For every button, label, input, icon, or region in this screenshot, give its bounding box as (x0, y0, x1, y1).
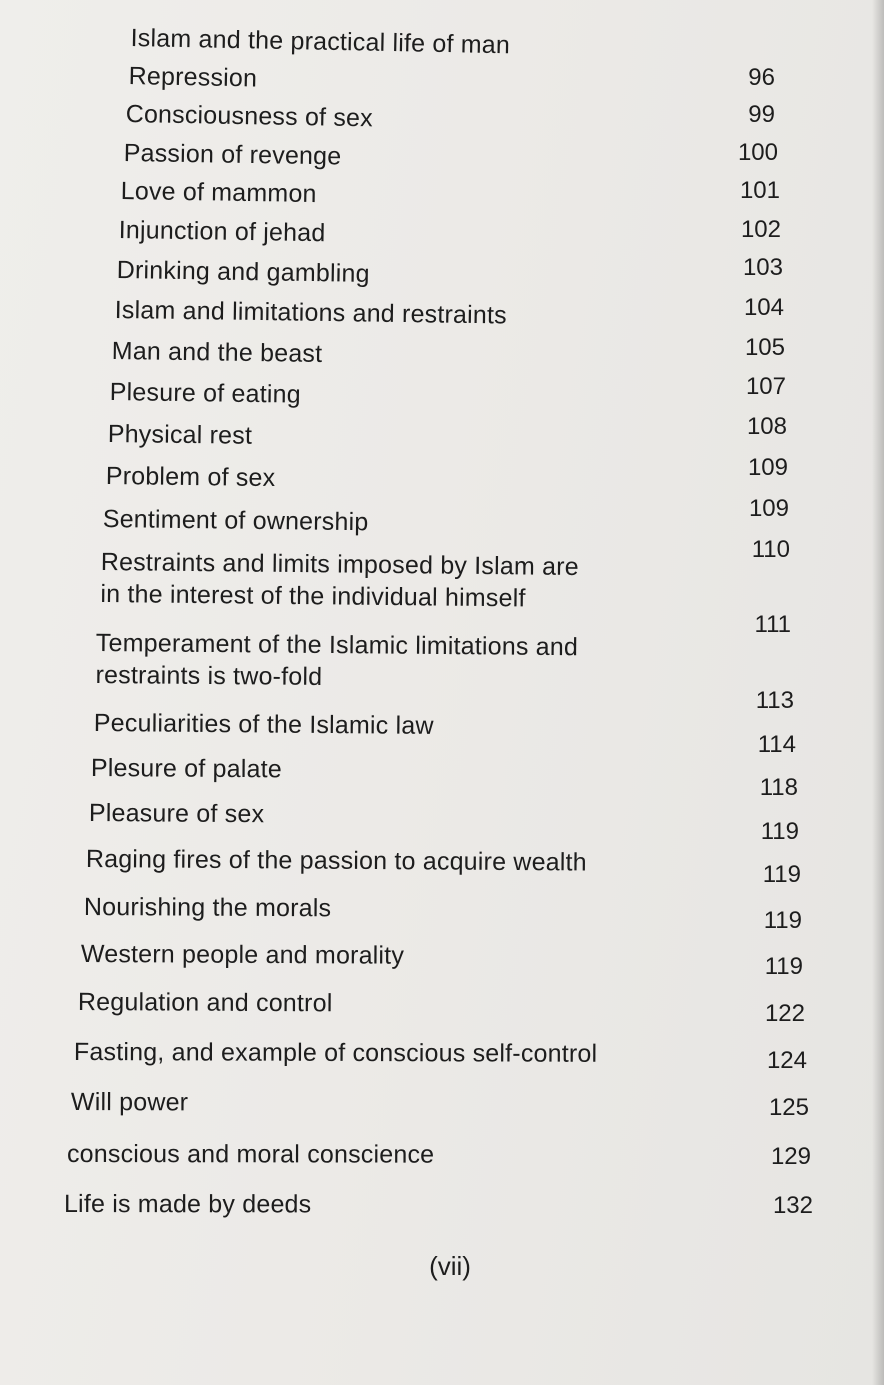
toc-entry-title: Western people and morality (80, 940, 405, 970)
toc-entry-page-number: 114 (757, 731, 796, 758)
toc-entry-page-number: 99 (748, 101, 775, 128)
toc-entry-title: Islam and limitations and restraints (114, 295, 508, 330)
toc-entry-title: Consciousness of sex (125, 99, 374, 133)
toc-entry-title: Drinking and gambling (116, 255, 370, 288)
toc-entry-page-number: 101 (739, 177, 780, 204)
toc-entry-title: Passion of revenge (123, 138, 342, 171)
toc-entry-page-number: 132 (772, 1192, 813, 1219)
toc-entry-title: Raging fires of the passion to acquire wealth (85, 844, 587, 877)
toc-entry-page-number: 108 (746, 413, 787, 440)
toc-entry-title: Islam and the practical life of man (130, 23, 511, 60)
toc-entry-title: Temperament of the Islamic limitations and restraints is two-fold (95, 628, 579, 691)
toc-entry-page-number: 119 (764, 953, 803, 980)
toc-entry-page-number: 122 (764, 1000, 805, 1027)
toc-entry-title: Regulation and control (77, 988, 333, 1018)
toc-entry-page-number: 113 (755, 687, 794, 714)
toc-entry-page-number: 109 (747, 454, 788, 481)
toc-entry-title: conscious and moral conscience (66, 1140, 435, 1169)
toc-entry-page-number: 118 (759, 774, 798, 801)
page-edge-shadow (872, 0, 884, 1385)
toc-entry-page-number: 103 (742, 254, 783, 281)
toc-entry-title: Injunction of jehad (118, 215, 326, 248)
toc-entry-page-number: 111 (754, 611, 791, 638)
toc-entry-title: Fasting, and example of conscious self-control (73, 1038, 598, 1068)
toc-entry-page-number: 119 (762, 861, 801, 888)
toc-entry-title: Will power (70, 1088, 189, 1117)
toc-entry-page-number: 119 (760, 818, 799, 845)
toc-entry-title: Nourishing the morals (83, 893, 332, 923)
toc-entry-title: Life is made by deeds (63, 1190, 312, 1219)
toc-entry-title: Problem of sex (105, 461, 276, 493)
toc-entry-title: Pleasure of sex (88, 798, 265, 829)
toc-entry-title: Love of mammon (120, 176, 317, 209)
toc-entry-page-number: 129 (770, 1143, 811, 1170)
toc-entry-page-number: 96 (748, 64, 775, 91)
toc-entry-page-number: 119 (763, 907, 802, 934)
toc-entry-title: Restraints and limits imposed by Islam are in the interest of the individual himself (100, 547, 579, 613)
toc-entry-page-number: 104 (743, 294, 784, 321)
toc-entry-page-number: 110 (751, 536, 790, 563)
toc-entry-title: Sentiment of ownership (102, 504, 369, 537)
toc-entry-title: Peculiarities of the Islamic law (93, 708, 434, 740)
toc-entry-page-number: 100 (737, 139, 778, 166)
toc-entry-page-number: 124 (766, 1047, 807, 1074)
toc-entry-page-number: 102 (740, 216, 781, 243)
toc-entry-title: Plesure of eating (109, 377, 301, 409)
toc-entry-page-number: 109 (748, 495, 789, 522)
toc-entry-title: Repression (128, 61, 258, 93)
toc-entry-page-number: 105 (744, 334, 785, 361)
page-folio: (vii) (429, 1251, 471, 1281)
toc-entry-title: Plesure of palate (90, 753, 283, 784)
toc-entry-title: Physical rest (107, 419, 253, 450)
toc-entry-page-number: 107 (745, 373, 786, 400)
toc-entry-title: Man and the beast (111, 336, 323, 368)
toc-entry-page-number: 125 (768, 1094, 809, 1121)
